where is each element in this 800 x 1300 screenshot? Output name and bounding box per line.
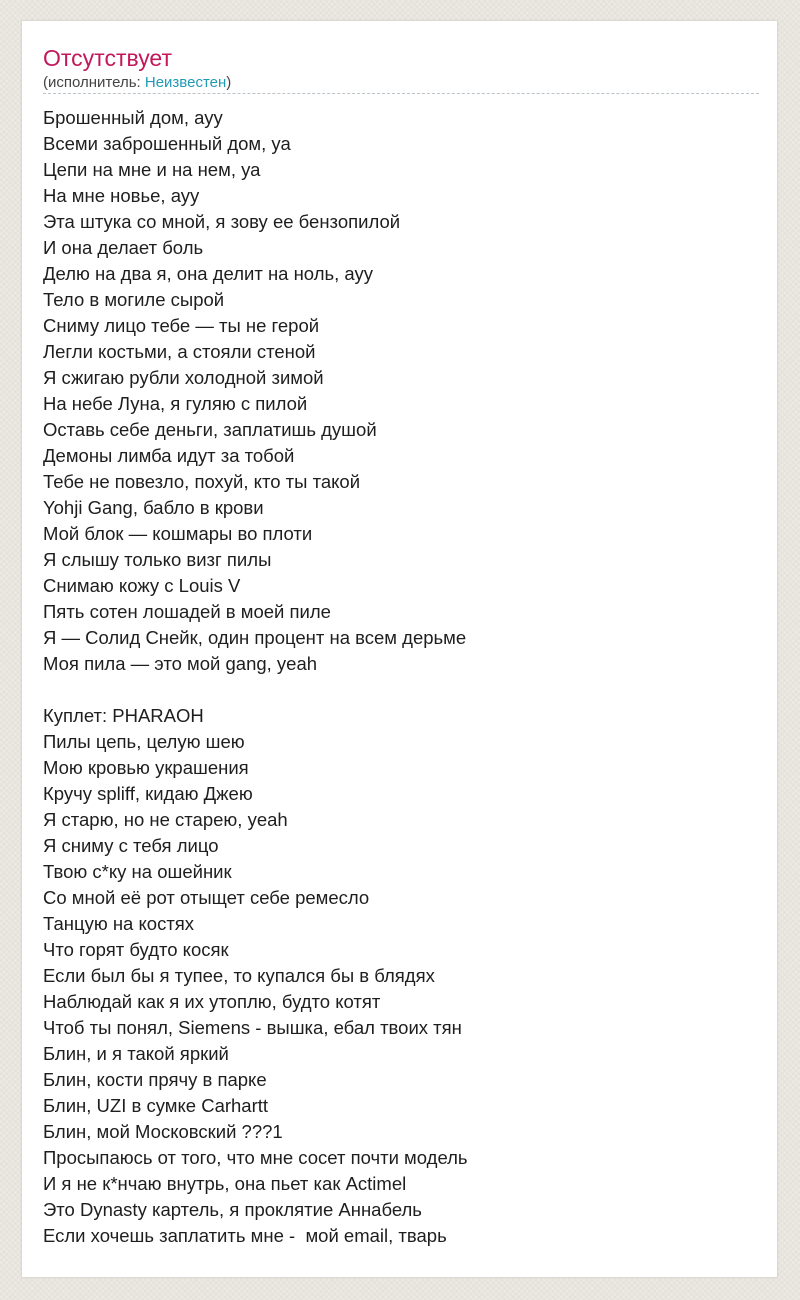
lyric-line: И она делает боль [43, 237, 204, 258]
song-header [43, 43, 759, 94]
lyric-line: Блин, кости прячу в парке [43, 1069, 267, 1090]
lyric-line: Наблюдай как я их утоплю, будто котят [43, 991, 381, 1012]
lyric-line: Блин, и я такой яркий [43, 1043, 229, 1064]
content-card [21, 20, 778, 1278]
lyric-line [43, 677, 759, 703]
lyric-line: Я старю, но не старею, yeah [43, 809, 288, 830]
lyric-line: Пять сотен лошадей в моей пиле [43, 601, 331, 622]
lyric-line: Легли костьми, а стояли стеной [43, 341, 316, 362]
lyric-line: Снимаю кожу с Louis V [43, 575, 241, 596]
lyric-line: Кручу spliff, кидаю Джею [43, 783, 253, 804]
lyric-line: Танцую на костях [43, 913, 195, 934]
artist-suffix: ) [226, 74, 232, 91]
lyric-line: Делю на два я, она делит на ноль, ауу [43, 263, 373, 284]
lyric-line: На мне новье, ауу [43, 185, 200, 206]
lyric-line: Тело в могиле сырой [43, 289, 225, 310]
lyrics-text [43, 105, 759, 1249]
lyric-line: Брошенный дом, ауу [43, 107, 223, 128]
lyric-line: Это Dynasty картель, я проклятие Аннабель [43, 1199, 422, 1220]
artist-prefix: (исполнитель: [43, 74, 145, 91]
lyric-line: Сниму лицо тебе — ты не герой [43, 315, 320, 336]
lyric-line: Тебе не повезло, похуй, кто ты такой [43, 471, 361, 492]
lyric-line: Я сжигаю рубли холодной зимой [43, 367, 324, 388]
lyric-line: Твою с*ку на ошейник [43, 861, 232, 882]
artist-link[interactable]: Неизвестен [144, 74, 227, 91]
lyric-line: Блин, UZI в сумке Carhartt [43, 1095, 269, 1116]
artist-line [43, 74, 231, 92]
lyric-line: Я — Солид Снейк, один процент на всем дерьме [43, 627, 467, 648]
lyric-line: Моя пила — это мой gang, yeah [43, 653, 318, 674]
lyric-line: И я не к*нчаю внутрь, она пьет как Actimel [43, 1173, 407, 1194]
lyric-line: Оставь себе деньги, заплатишь душой [43, 419, 377, 440]
lyric-line: Пилы цепь, целую шею [43, 731, 245, 752]
lyric-line: Со мной её рот отыщет себе ремесло [43, 887, 370, 908]
lyric-line: Чтоб ты понял, Siemens - вышка, ебал твоих тян [43, 1017, 462, 1038]
lyric-line: Если хочешь заплатить мне - мой email, тварь [43, 1225, 447, 1246]
lyric-line: Я сниму с тебя лицо [43, 835, 219, 856]
lyric-line: Куплет: PHARAOH [43, 705, 204, 726]
lyric-line: Блин, мой Московский ???1 [43, 1121, 283, 1142]
lyric-line: Yohji Gang, бабло в крови [43, 497, 264, 518]
page-title: Отсутствует [43, 45, 172, 71]
lyric-line: Эта штука со мной, я зову ее бензопилой [43, 211, 401, 232]
lyric-line: Мой блок — кошмары во плоти [43, 523, 313, 544]
lyric-line: Я слышу только визг пилы [43, 549, 272, 570]
lyric-line: Всеми заброшенный дом, уа [43, 133, 291, 154]
lyric-line: На небе Луна, я гуляю с пилой [43, 393, 308, 414]
lyric-line: Что горят будто косяк [43, 939, 229, 960]
lyric-line: Мою кровью украшения [43, 757, 249, 778]
lyric-line: Если был бы я тупее, то купался бы в блядях [43, 965, 435, 986]
lyric-line: Просыпаюсь от того, что мне сосет почти модель [43, 1147, 468, 1168]
lyric-line: Цепи на мне и на нем, уа [43, 159, 261, 180]
lyric-line: Демоны лимба идут за тобой [43, 445, 295, 466]
